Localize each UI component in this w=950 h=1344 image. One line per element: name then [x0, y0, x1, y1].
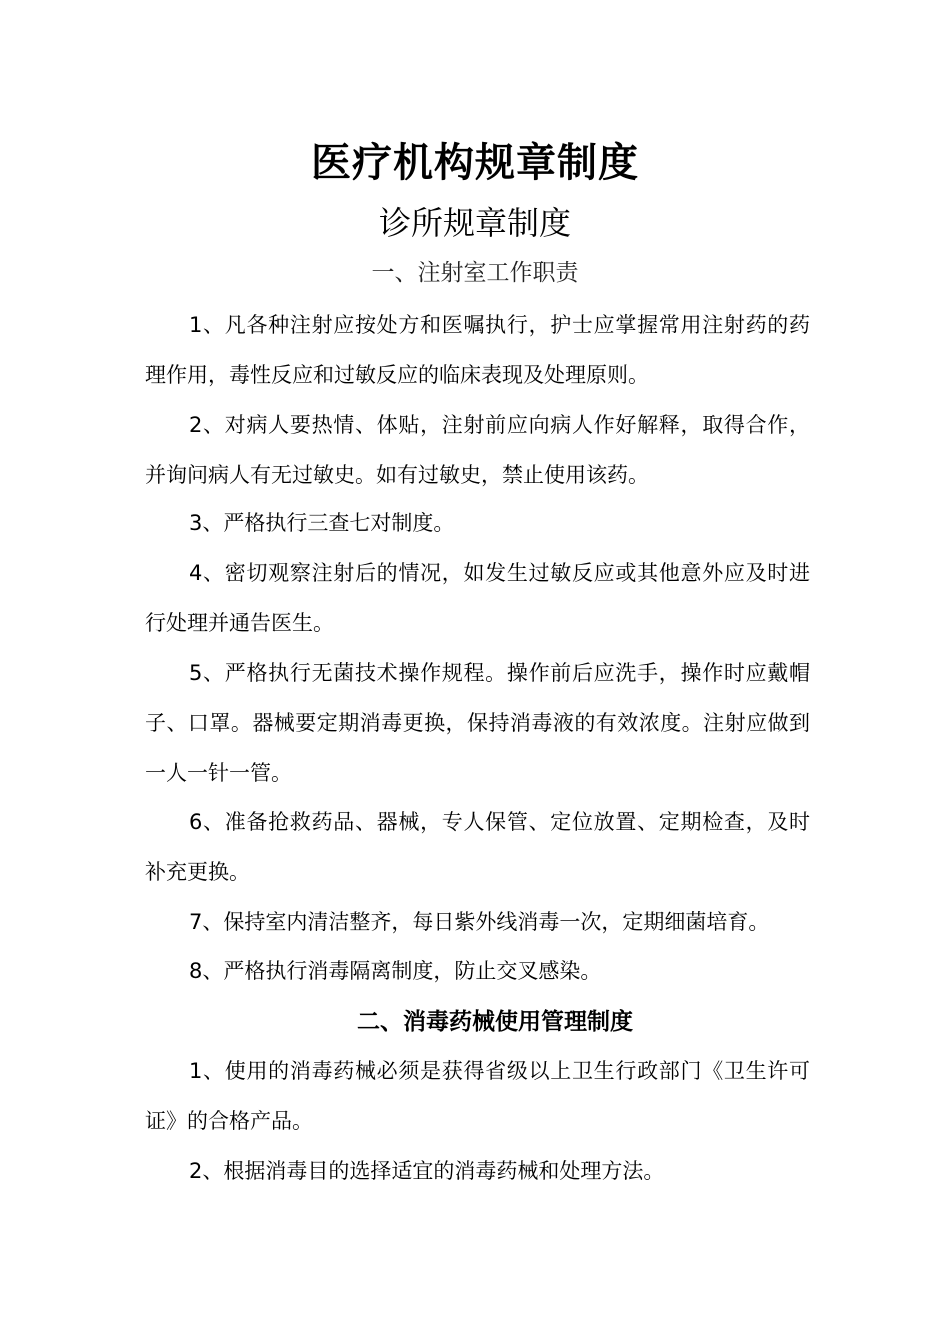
section-1-item-3: 3、严格执行三查七对制度。	[189, 511, 455, 535]
section-2-heading: 二、消毒药械使用管理制度	[357, 1009, 633, 1035]
section-1-item-8: 8、严格执行消毒隔离制度，防止交叉感染。	[189, 959, 602, 983]
section-1-item-7: 7、保持室内清洁整齐，每日紫外线消毒一次，定期细菌培育。	[189, 910, 770, 934]
section-1-item-5: 5、严格执行无菌技术操作规程。操作前后应洗手，操作时应戴帽子、口罩。器械要定期消毒更换，保持消毒液的有效浓度。注射应做到一人一针一管。	[145, 661, 810, 785]
section-2-item-1: 1、使用的消毒药械必须是获得省级以上卫生行政部门《卫生许可证》的合格产品。	[145, 1059, 810, 1133]
section-2-item-2: 2、根据消毒目的选择适宜的消毒药械和处理方法。	[189, 1159, 665, 1183]
section-1-item-4: 4、密切观察注射后的情况，如发生过敏反应或其他意外应及时进行处理并通告医生。	[145, 561, 810, 635]
section-1-heading: 一、注射室工作职责	[371, 260, 579, 286]
document-title: 医疗机构规章制度	[311, 139, 639, 186]
section-1-item-6: 6、准备抢救药品、器械，专人保管、定位放置、定期检查，及时补充更换。	[145, 810, 810, 884]
section-1-item-1: 1、凡各种注射应按处方和医嘱执行，护士应掌握常用注射药的药理作用，毒性反应和过敏反应的临床表现及处理原则。	[145, 313, 810, 387]
document-subtitle: 诊所规章制度	[378, 204, 571, 242]
section-1-item-2: 2、对病人要热情、体贴，注射前应向病人作好解释，取得合作，并询问病人有无过敏史。如有过敏史，禁止使用该药。	[145, 413, 810, 487]
